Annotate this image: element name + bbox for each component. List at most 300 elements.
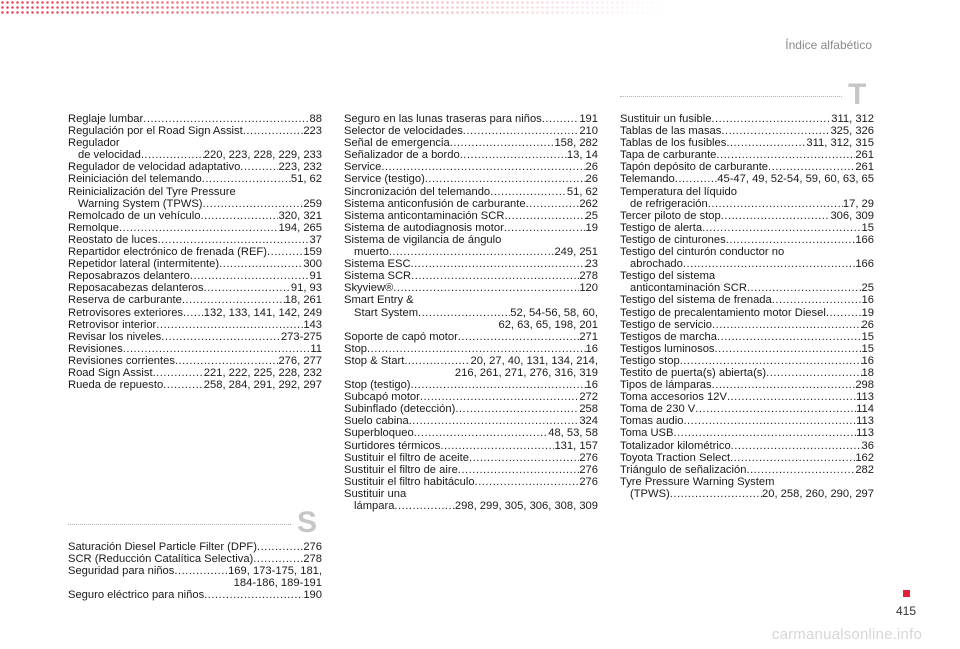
entry-pages: 113 (856, 391, 874, 404)
entry-label: Remolcado de un vehículo (68, 209, 201, 222)
dot-leader (716, 149, 855, 161)
entry-label: Regulador (68, 137, 120, 150)
dot-leader (708, 198, 843, 210)
entry-label: Tercer piloto de stop (620, 209, 721, 222)
entry-pages: 258, 284, 291, 292, 297 (203, 379, 322, 392)
dot-leader (747, 282, 862, 294)
entry-label: Suelo cabina (344, 415, 409, 428)
entry-label: Testito de puerta(s) abierta(s) (620, 366, 767, 379)
entry-pages: 278 (579, 270, 598, 283)
entry-pages: 194, 265 (278, 221, 322, 234)
index-entry (344, 415, 598, 427)
entry-label: Repartidor electrónico de frenada (REF) (68, 246, 267, 259)
index-entry (620, 149, 874, 161)
dot-leader (726, 234, 856, 246)
index-entry (620, 427, 874, 439)
dot-leader (257, 541, 303, 553)
section-letter-t: T (848, 78, 867, 111)
index-entry (344, 379, 598, 391)
index-entry (620, 379, 874, 391)
entry-pages: 37 (309, 233, 322, 246)
entry-pages: 300 (303, 258, 322, 271)
index-entry (68, 343, 322, 355)
dot-leader (711, 113, 831, 125)
entry-pages: 16 (861, 354, 874, 367)
entry-pages: 25 (585, 209, 598, 222)
index-entry (68, 319, 322, 331)
dot-leader (183, 307, 204, 319)
dot-leader (746, 464, 855, 476)
entry-label: Reiniciación del telemando (68, 173, 202, 186)
entry-label: muerto (354, 246, 389, 259)
entry-label: Temperatura del líquido (620, 185, 737, 198)
dot-leader (715, 343, 862, 355)
dot-leader (721, 210, 831, 222)
entry-label: Superbloqueo (344, 427, 414, 440)
index-entry (68, 125, 322, 137)
dot-leader (156, 319, 303, 331)
index-entry (620, 403, 874, 415)
index-entry (344, 270, 598, 282)
entry-label: Stop (344, 342, 368, 355)
dot-leader (394, 500, 455, 512)
dot-leader (712, 379, 856, 391)
entry-pages: 48, 53, 58 (548, 427, 598, 440)
index-entry (620, 367, 874, 379)
entry-label: Regulador de velocidad adaptativo (68, 161, 241, 174)
entry-pages: 272 (579, 391, 598, 404)
index-entry (620, 270, 874, 294)
entry-pages-continued: 216, 261, 271, 276, 316, 319 (454, 366, 598, 379)
index-entry (344, 452, 598, 464)
entry-pages: 191 (579, 113, 598, 125)
entry-pages: 223, 232 (278, 161, 322, 174)
entry-pages: 13, 14 (566, 149, 598, 162)
entry-label: Tablas de los fusibles (620, 137, 727, 150)
entry-label: Testigo de cinturones (620, 233, 726, 246)
dot-leader (123, 343, 311, 355)
entry-pages: 120 (579, 282, 598, 295)
entry-label: Sustituir una (344, 487, 407, 500)
entry-pages: 162 (855, 451, 874, 464)
index-entry (344, 343, 598, 355)
entry-pages: 91, 93 (290, 282, 322, 295)
dot-leader (475, 476, 580, 488)
entry-label: anticontaminación SCR (630, 282, 747, 295)
dot-leader (141, 149, 204, 161)
entry-pages: 210 (579, 125, 598, 138)
index-entry (344, 427, 598, 439)
dot-leader (190, 270, 310, 282)
entry-label: Sistema de vigilancia de ángulo (344, 233, 502, 246)
entry-label: Sistema ESC (344, 258, 411, 271)
index-entry (620, 137, 874, 149)
dot-leader (409, 415, 580, 427)
entry-pages: 276 (579, 451, 598, 464)
entry-label: Smart Entry & (344, 294, 414, 307)
dot-leader (240, 161, 278, 173)
entry-label: Revisiones corrientes (68, 354, 175, 367)
entry-label: Start System (354, 306, 419, 319)
index-entry (344, 198, 598, 210)
entry-label: Stop & Start (344, 354, 405, 367)
entry-label: Testigos de marcha (620, 330, 718, 343)
dot-leader (542, 113, 580, 125)
index-entry (68, 367, 322, 379)
index-entry (620, 173, 874, 185)
index-entry (344, 113, 598, 125)
entry-pages: 25 (861, 282, 874, 295)
index-entry (68, 161, 322, 173)
entry-pages: 311, 312, 315 (806, 137, 874, 150)
entry-label: Warning System (TPWS) (78, 197, 203, 210)
dot-leader (219, 258, 303, 270)
entry-pages: 166 (855, 233, 874, 246)
entry-label: Sistema de autodiagnosis motor (344, 221, 504, 234)
dot-leader (463, 125, 580, 137)
dot-leader (253, 553, 303, 565)
index-column-3 (620, 113, 874, 500)
index-entry (344, 476, 598, 488)
entry-label: Saturación Diesel Particle Filter (DPF) (68, 541, 257, 553)
dot-leader (670, 488, 762, 500)
index-entry (344, 222, 598, 234)
index-entry (68, 294, 322, 306)
dot-leader (163, 379, 204, 391)
entry-pages: 26 (861, 318, 874, 331)
entry-pages: 271 (579, 330, 598, 343)
dot-leader (182, 294, 285, 306)
entry-label: Service (344, 161, 382, 174)
dot-leader (404, 355, 470, 367)
index-entry (68, 222, 322, 234)
entry-pages: 190 (303, 589, 322, 602)
index-entry (68, 379, 322, 391)
dot-leader (826, 307, 862, 319)
index-entry (68, 113, 322, 125)
entry-pages: 325, 326 (830, 125, 874, 138)
index-entry (68, 307, 322, 319)
entry-pages: 16 (861, 294, 874, 307)
entry-pages: 16 (585, 342, 598, 355)
index-entry (620, 294, 874, 306)
entry-label: Reposacabezas delanteros (68, 282, 204, 295)
index-entry (68, 186, 322, 210)
index-entry (68, 173, 322, 185)
index-entry (344, 186, 598, 198)
entry-pages-continued: 62, 63, 65, 198, 201 (498, 318, 598, 331)
section-divider-t (620, 96, 842, 97)
dot-leader (695, 403, 856, 415)
entry-label: Testigos luminosos (620, 342, 715, 355)
entry-pages: 166 (855, 258, 874, 271)
dot-leader (717, 331, 862, 343)
index-entry (344, 355, 598, 379)
section-divider-s (68, 524, 291, 525)
dot-leader (203, 198, 304, 210)
dot-leader (204, 282, 291, 294)
dot-leader (730, 452, 855, 464)
entry-pages: 282 (855, 463, 874, 476)
dot-leader (440, 440, 554, 452)
dot-leader (727, 391, 856, 403)
entry-label: Subcapó motor (344, 391, 420, 404)
index-entry (620, 331, 874, 343)
entry-pages: 19 (861, 306, 874, 319)
entry-label: Selector de velocidades (344, 125, 463, 138)
entry-pages: 158, 282 (554, 137, 598, 150)
dot-leader (411, 379, 586, 391)
dot-leader (420, 391, 579, 403)
entry-label: Retrovisor interior (68, 318, 157, 331)
index-entry (620, 476, 874, 500)
entry-pages: 324 (579, 415, 598, 428)
entry-label: de velocidad (78, 149, 141, 162)
entry-pages: 23 (585, 258, 598, 271)
entry-label: Testigo de servicio (620, 318, 713, 331)
entry-label: Tipos de lámparas (620, 379, 712, 392)
entry-pages: 276 (579, 475, 598, 488)
dot-leader (411, 258, 586, 270)
entry-label: Retrovisores exteriores (68, 306, 184, 319)
entry-label: Tomas audio (620, 415, 684, 428)
dot-leader (458, 464, 580, 476)
entry-label: Revisiones (68, 342, 123, 355)
dot-leader (367, 343, 586, 355)
dot-leader (158, 234, 310, 246)
entry-label: Señal de emergencia (344, 137, 450, 150)
entry-label: Toyota Traction Select (620, 451, 731, 464)
entry-pages: 259 (303, 197, 322, 210)
entry-pages: 17, 29 (842, 197, 874, 210)
entry-label: Testigo del sistema (620, 270, 716, 283)
watermark: carmanualsonline.info (771, 626, 922, 643)
index-entry (620, 355, 874, 367)
entry-pages: 306, 309 (830, 209, 874, 222)
dot-leader (721, 125, 830, 137)
entry-label: Reposabrazos delantero (68, 270, 190, 283)
entry-label: Sustituir un fusible (620, 113, 712, 125)
entry-pages: 16 (585, 379, 598, 392)
index-entry (344, 125, 598, 137)
dot-leader (768, 161, 855, 173)
index-entry (344, 234, 598, 258)
index-entry (344, 282, 598, 294)
entry-pages: 11 (310, 342, 322, 355)
entry-label: Tapón depósito de carburante (620, 161, 769, 174)
entry-label: Seguro en las lunas traseras para niños (344, 113, 542, 125)
entry-pages: 278 (303, 553, 322, 566)
entry-label: Reglaje lumbar (68, 113, 144, 125)
index-entry (68, 589, 322, 601)
dot-leader (683, 415, 856, 427)
entry-pages: 91 (309, 270, 322, 283)
entry-label: SCR (Reducción Catalítica Selectiva) (68, 553, 254, 566)
index-entry (620, 391, 874, 403)
dot-leader (174, 565, 228, 577)
entry-label: Surtidores térmicos (344, 439, 441, 452)
entry-label: Road Sign Assist (68, 366, 153, 379)
entry-pages: 262 (579, 197, 598, 210)
entry-pages: 311, 312 (831, 113, 874, 125)
index-entry (620, 186, 874, 210)
entry-label: (TPWS) (630, 487, 670, 500)
entry-pages: 18 (861, 366, 874, 379)
entry-pages: 223 (303, 125, 322, 138)
entry-label: Tablas de las masas (620, 125, 722, 138)
entry-label: Subinflado (detección) (344, 403, 456, 416)
index-entry (344, 391, 598, 403)
entry-pages: 51, 62 (290, 173, 322, 186)
dot-leader (119, 222, 278, 234)
entry-pages-continued: 184-186, 189-191 (233, 577, 322, 590)
dot-leader (393, 282, 579, 294)
index-entry (620, 464, 874, 476)
entry-pages: 169, 173-175, 181, (228, 565, 322, 578)
index-entry (620, 452, 874, 464)
entry-label: Skyview® (344, 282, 394, 295)
entry-pages: 159 (303, 246, 322, 259)
index-entry (68, 137, 322, 161)
entry-label: Seguridad para niños (68, 565, 175, 578)
entry-pages: 26 (585, 173, 598, 186)
entry-label: Señalizador de a bordo (344, 149, 460, 162)
entry-pages: 249, 251 (554, 246, 598, 259)
entry-label: Sustituir el filtro de aire (344, 463, 458, 476)
dot-leader (450, 137, 555, 149)
entry-label: Reserva de carburante (68, 294, 182, 307)
dot-leader (161, 331, 281, 343)
entry-label: Service (testigo) (344, 173, 425, 186)
entry-pages: 220, 223, 228, 229, 233 (203, 149, 322, 162)
entry-label: Regulación por el Road Sign Assist (68, 125, 243, 138)
index-entry (68, 258, 322, 270)
entry-label: Toma USB (620, 427, 674, 440)
index-entry (620, 246, 874, 270)
entry-label: Sincronización del telemando (344, 185, 491, 198)
index-entry (68, 210, 322, 222)
entry-label: Remolque (68, 221, 119, 234)
entry-pages: 36 (861, 439, 874, 452)
index-entry (68, 355, 322, 367)
entry-label: Soporte de capó motor (344, 330, 458, 343)
entry-label: Sistema anticonfusión de carburante (344, 197, 526, 210)
dot-leader (772, 294, 862, 306)
entry-label: Seguro eléctrico para niños (68, 589, 205, 602)
dot-leader (175, 355, 278, 367)
entry-pages: 276 (303, 541, 322, 553)
dot-leader (680, 355, 862, 367)
entry-pages: 114 (856, 403, 874, 416)
entry-pages: 131, 157 (554, 439, 598, 452)
dot-leader (143, 113, 309, 125)
entry-pages: 276 (579, 463, 598, 476)
page-marker (903, 590, 910, 597)
index-entry (344, 149, 598, 161)
index-entry (344, 161, 598, 173)
entry-pages: 276, 277 (278, 354, 322, 367)
entry-pages: 113 (856, 427, 874, 440)
entry-pages: 113 (856, 415, 874, 428)
dot-leader (243, 125, 304, 137)
entry-label: de refrigeración (630, 197, 708, 210)
dot-leader (712, 319, 862, 331)
entry-label: Rueda de repuesto (68, 379, 164, 392)
entry-pages: 143 (303, 318, 322, 331)
index-column-1-s (68, 541, 322, 601)
entry-label: Sistema anticontaminación SCR (344, 209, 505, 222)
entry-pages: 20, 27, 40, 131, 134, 214, (470, 354, 598, 367)
entry-label: Reostato de luces (68, 233, 158, 246)
entry-label: Totalizador kilométrico (620, 439, 731, 452)
index-entry (620, 440, 874, 452)
entry-pages: 20, 258, 260, 290, 297 (762, 487, 874, 500)
dot-leader (675, 173, 718, 185)
entry-label: lámpara (354, 500, 395, 512)
dot-leader (204, 589, 303, 601)
entry-pages: 18, 261 (284, 294, 322, 307)
entry-label: Testigo de precalentamiento motor Diesel (620, 306, 826, 319)
section-letter-s: S (297, 506, 318, 539)
entry-label: Toma accesorios 12V (620, 391, 727, 404)
entry-label: Sustituir el filtro habitáculo (344, 475, 475, 488)
entry-label: Testigo de alerta (620, 221, 703, 234)
entry-label: Reinicialización del Tyre Pressure (68, 185, 236, 198)
entry-label: Sustituir el filtro de aceite (344, 451, 469, 464)
dot-leader (153, 367, 204, 379)
index-entry (68, 541, 322, 553)
index-entry (620, 161, 874, 173)
index-entry (344, 173, 598, 185)
index-entry (344, 488, 598, 512)
entry-pages: 88 (309, 113, 322, 125)
index-entry (344, 258, 598, 270)
index-entry (344, 440, 598, 452)
index-entry (68, 234, 322, 246)
entry-label: Tapa de carburante (620, 149, 717, 162)
entry-pages: 261 (855, 161, 874, 174)
entry-pages: 221, 222, 225, 228, 232 (203, 366, 322, 379)
dot-leader (460, 149, 567, 161)
dot-leader (200, 210, 278, 222)
entry-pages: 52, 54-56, 58, 60, (510, 306, 598, 319)
index-entry (344, 210, 598, 222)
entry-pages: 19 (585, 221, 598, 234)
dot-leader (490, 186, 567, 198)
index-column-1 (68, 113, 322, 391)
entry-label: Sistema SCR (344, 270, 412, 283)
entry-label: Toma de 230 V (620, 403, 696, 416)
entry-label: Testigo del sistema de frenada (620, 294, 772, 307)
index-entry (620, 125, 874, 137)
entry-label: Telemando (620, 173, 675, 186)
index-entry (620, 210, 874, 222)
index-entry (68, 565, 322, 589)
entry-pages: 261 (855, 149, 874, 162)
index-entry (344, 137, 598, 149)
entry-label: abrochado (630, 258, 683, 271)
dot-leader (418, 307, 510, 319)
entry-label: Tyre Pressure Warning System (620, 475, 775, 488)
dot-leader (458, 331, 580, 343)
dot-leader (469, 452, 579, 464)
page-number: 415 (896, 604, 917, 618)
index-entry (68, 553, 322, 565)
index-entry (344, 294, 598, 330)
dot-leader (455, 403, 579, 415)
entry-pages: 45-47, 49, 52-54, 59, 60, 63, 65 (717, 173, 874, 186)
dot-leader (526, 198, 580, 210)
